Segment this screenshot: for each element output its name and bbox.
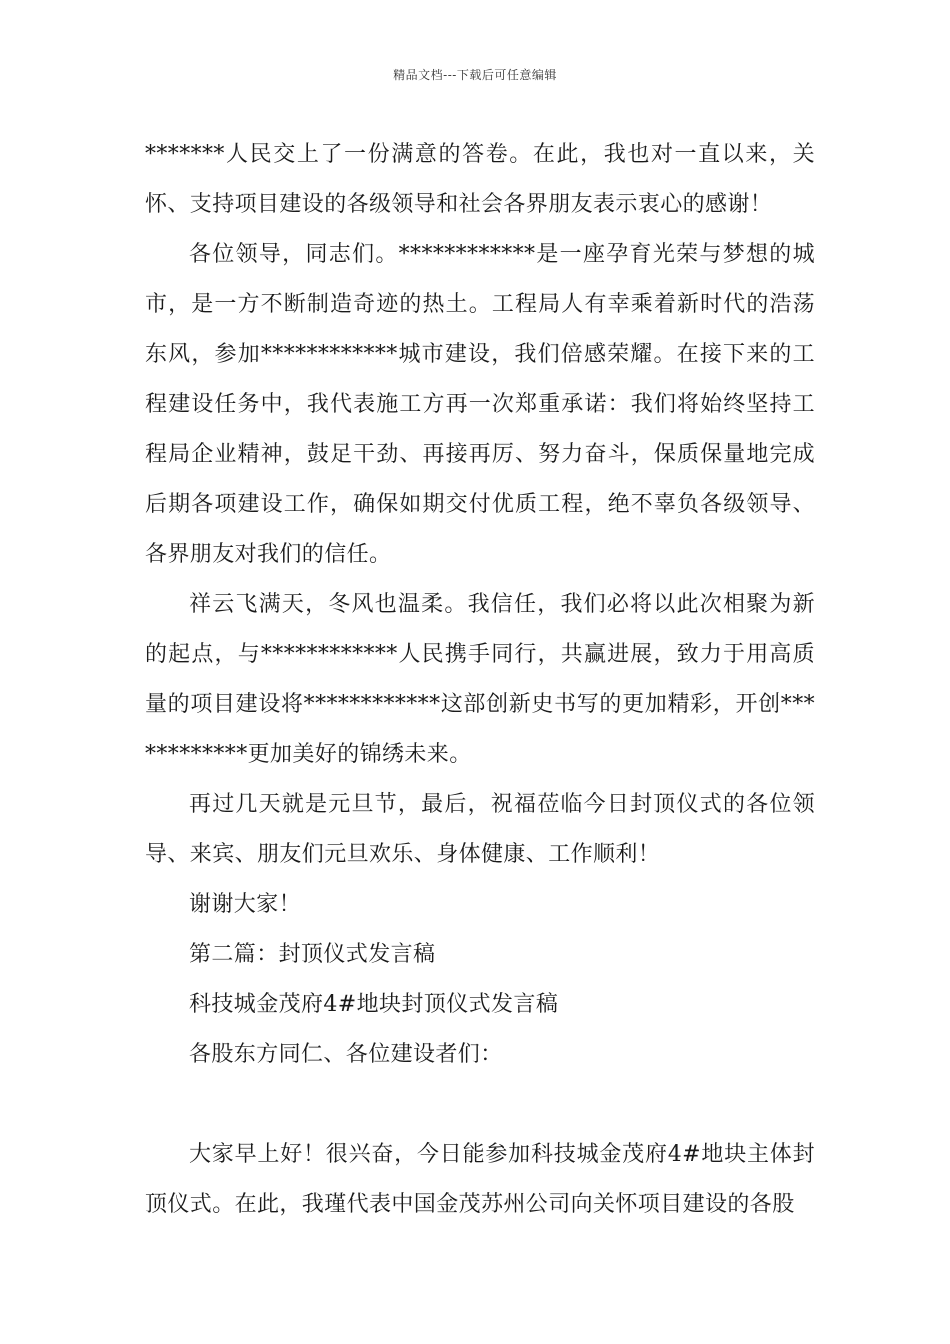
speech-title: 科技城金茂府4#地块封顶仪式发言稿 bbox=[189, 992, 559, 1017]
paragraph: 祥云飞满天，冬风也温柔。我信任，我们必将以此次相聚为新的起点，与************人民携手同行，共赢进展，致力于用高质量的项目建设将************这部创新史书写的更加精彩，开创************更加美好的锦绣未来。 bbox=[145, 592, 815, 767]
paragraph: 各位领导，同志们。************是一座孕育光荣与梦想的城市，是一方不断制造奇迹的热土。工程局人有幸乘着新时代的浩荡东风，参加************城市建设，我们倍感荣耀。在接下来的工程建设任务中，我代表施工方再一次郑重承诺：我们将始终坚持工程局企业精神，鼓足干劲、再接再厉、努力奋斗，保质保量地完成后期各项建设工作，确保如期交付优质工程，绝不辜负各级领导、各界朋友对我们的信任。 bbox=[145, 242, 815, 567]
document-body bbox=[145, 130, 815, 1230]
page-header: 精品文档---下载后可任意编辑 bbox=[393, 68, 557, 82]
paragraph-thanks: 谢谢大家！ bbox=[189, 892, 302, 917]
salutation: 各股东方同仁、各位建设者们： bbox=[189, 1042, 503, 1067]
paragraph-continuation: *******人民交上了一份满意的答卷。在此，我也对一直以来，关怀、支持项目建设的各级领导和社会各界朋友表示衷心的感谢！ bbox=[145, 142, 815, 217]
paragraph: 再过几天就是元旦节，最后，祝福莅临今日封顶仪式的各位领导、来宾、朋友们元旦欢乐、身体健康、工作顺利！ bbox=[145, 792, 815, 867]
paragraph: 大家早上好！很兴奋，今日能参加科技城金茂府4#地块主体封顶仪式。在此，我瑾代表中国金茂苏州公司向关怀项目建设的各股 bbox=[145, 1142, 815, 1217]
section-heading: 第二篇：封顶仪式发言稿 bbox=[189, 942, 436, 967]
